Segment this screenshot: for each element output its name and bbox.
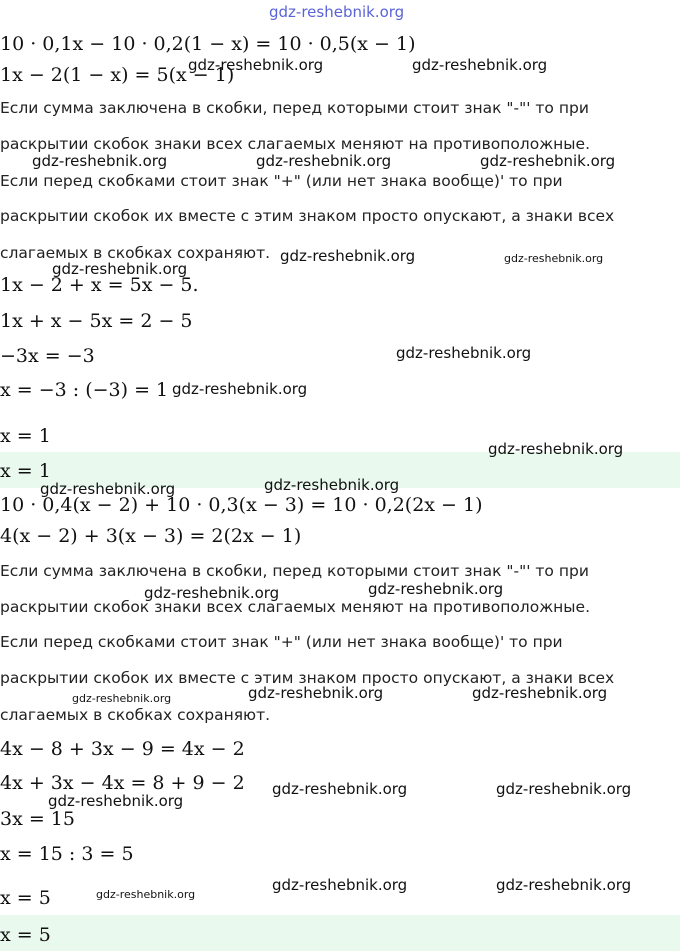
watermark: gdz-reshebnik.org — [256, 152, 392, 170]
solution1-rule-plus-line3: слагаемых в скобках сохраняют. — [0, 244, 271, 262]
watermark: gdz-reshebnik.org — [32, 152, 168, 170]
watermark: gdz-reshebnik.org — [480, 152, 616, 170]
solution1-equation-original: 10 · 0,1x − 10 · 0,2(1 − x) = 10 · 0,5(x − 1) — [0, 33, 416, 55]
watermark: gdz-reshebnik.org — [504, 252, 604, 265]
solution1-step4: x = −3 : (−3) = 1 — [0, 379, 169, 401]
solution1-rule-minus-line2: раскрытии скобок знаки всех слагаемых меняют на противоположные. — [0, 135, 590, 153]
watermark: gdz-reshebnik.org — [264, 476, 400, 494]
solution2-step4: x = 15 : 3 = 5 — [0, 843, 134, 865]
answer-highlight-2 — [0, 915, 680, 951]
solution2-equation-expanded: 4(x − 2) + 3(x − 3) = 2(2x − 1) — [0, 525, 302, 547]
solution2-answer: x = 5 — [0, 924, 51, 946]
watermark: gdz-reshebnik.org — [40, 480, 176, 498]
solution2-equation-original: 10 · 0,4(x − 2) + 10 · 0,3(x − 3) = 10 · 0,2(2x − 1) — [0, 494, 483, 516]
solution2-rule-minus-line1: Если сумма заключена в скобки, перед которыми стоит знак "-"' то при — [0, 562, 589, 580]
watermark: gdz-reshebnik.org — [272, 876, 408, 894]
watermark: gdz-reshebnik.org — [248, 684, 384, 702]
watermark: gdz-reshebnik.org — [472, 684, 608, 702]
watermark: gdz-reshebnik.org — [52, 260, 188, 278]
watermark: gdz-reshebnik.org — [396, 344, 532, 362]
solution2-rule-plus-line2: раскрытии скобок их вместе с этим знаком просто опускают, а знаки всех — [0, 669, 615, 687]
solution2-step2: 4x + 3x − 4x = 8 + 9 − 2 — [0, 772, 245, 794]
solution1-rule-minus-line1: Если сумма заключена в скобки, перед которыми стоит знак "-"' то при — [0, 99, 589, 117]
header-watermark: gdz-reshebnik.org — [269, 3, 405, 21]
watermark: gdz-reshebnik.org — [488, 440, 624, 458]
solution1-step3: −3x = −3 — [0, 345, 95, 367]
watermark: gdz-reshebnik.org — [496, 780, 632, 798]
solution2-rule-plus-line3: слагаемых в скобках сохраняют. — [0, 706, 271, 724]
solution1-answer: x = 1 — [0, 460, 51, 482]
solution2-step3: 3x = 15 — [0, 808, 75, 830]
solution2-step1: 4x − 8 + 3x − 9 = 4x − 2 — [0, 738, 245, 760]
watermark: gdz-reshebnik.org — [188, 56, 324, 74]
solution1-step2: 1x + x − 5x = 2 − 5 — [0, 310, 193, 332]
watermark: gdz-reshebnik.org — [280, 247, 416, 265]
watermark: gdz-reshebnik.org — [412, 56, 548, 74]
watermark: gdz-reshebnik.org — [96, 888, 196, 901]
solution1-rule-plus-line1: Если перед скобками стоит знак "+" (или нет знака вообще)' то при — [0, 172, 563, 190]
solution2-rule-plus-line1: Если перед скобками стоит знак "+" (или нет знака вообще)' то при — [0, 633, 563, 651]
solution1-step5: x = 1 — [0, 425, 51, 447]
solution1-rule-plus-line2: раскрытии скобок их вместе с этим знаком просто опускают, а знаки всех — [0, 207, 615, 225]
watermark: gdz-reshebnik.org — [368, 580, 504, 598]
watermark: gdz-reshebnik.org — [144, 584, 280, 602]
watermark: gdz-reshebnik.org — [72, 692, 172, 705]
solution2-rule-minus-line2: раскрытии скобок знаки всех слагаемых меняют на противоположные. — [0, 598, 590, 616]
watermark: gdz-reshebnik.org — [172, 380, 308, 398]
solution2-step5: x = 5 — [0, 887, 51, 909]
watermark: gdz-reshebnik.org — [48, 792, 184, 810]
solution1-equation-expanded: 1x − 2(1 − x) = 5(x − 1) — [0, 64, 235, 86]
solution1-step1: 1x − 2 + x = 5x − 5. — [0, 274, 199, 296]
watermark: gdz-reshebnik.org — [496, 876, 632, 894]
watermark: gdz-reshebnik.org — [272, 780, 408, 798]
